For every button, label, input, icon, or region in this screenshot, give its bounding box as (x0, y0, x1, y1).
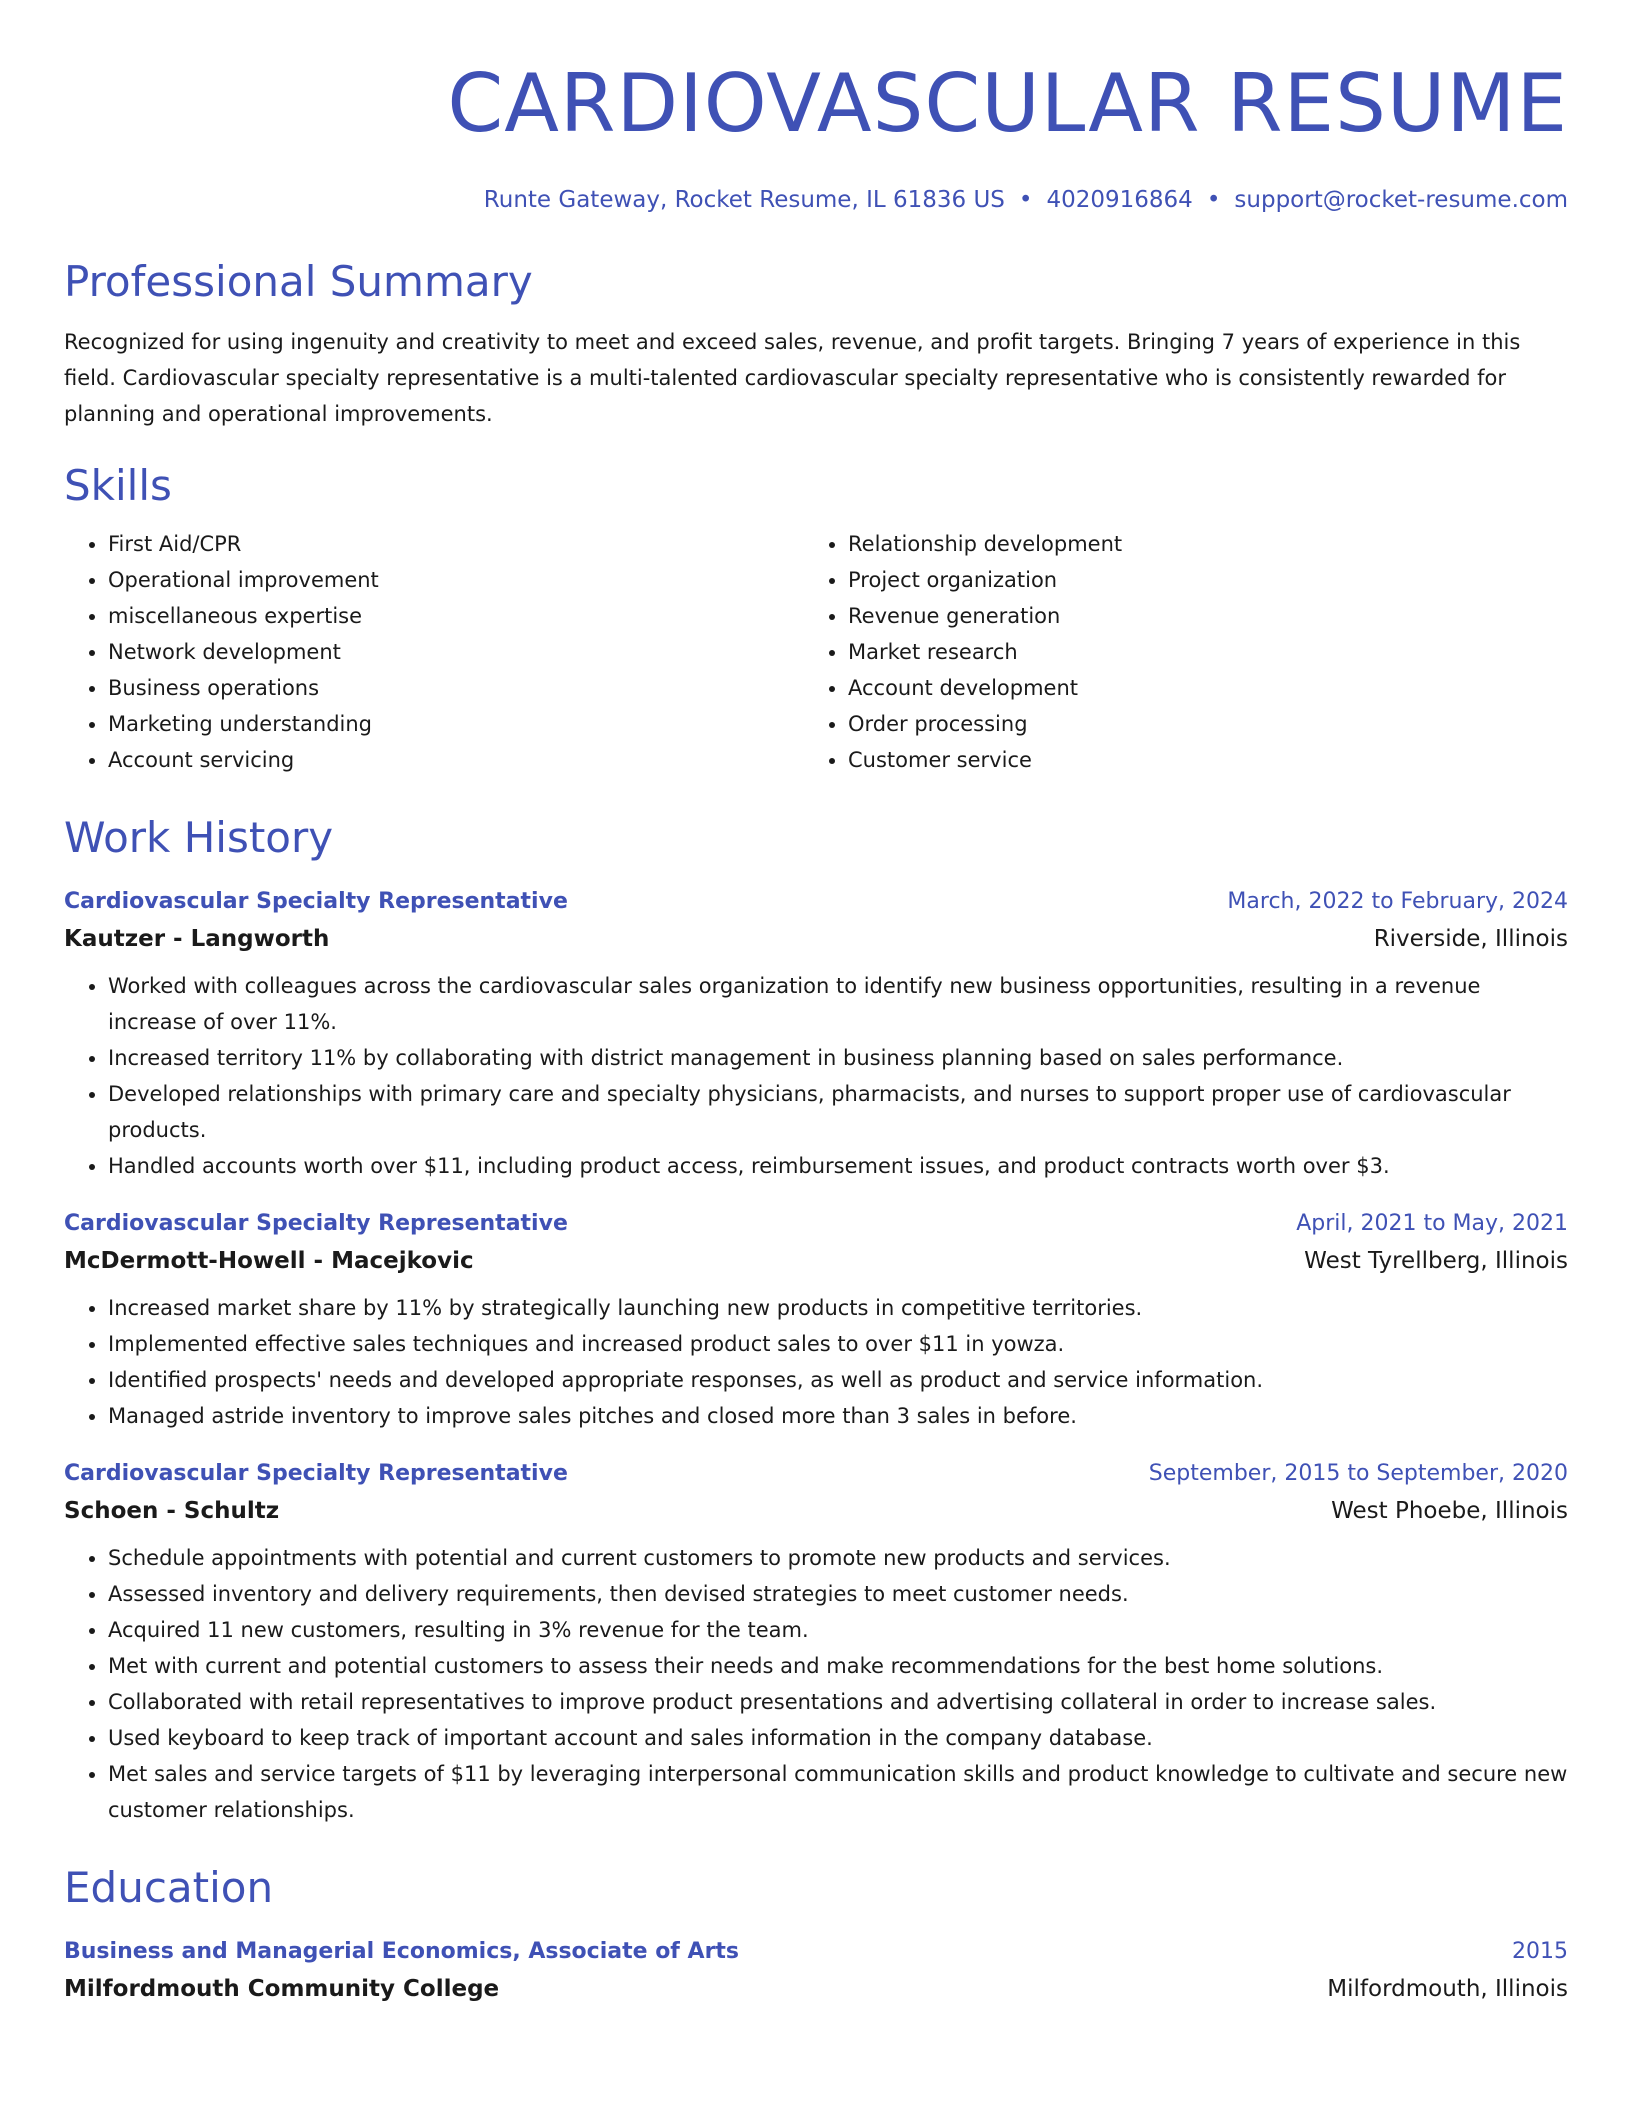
resume-name: CARDIOVASCULAR RESUME (447, 57, 1568, 150)
education-location: Milfordmouth, Illinois (1327, 1976, 1568, 2002)
skills-list-right (804, 526, 1544, 778)
skill-item: • Operational improvement (108, 562, 804, 598)
job-bullet: • Met sales and service targets of $11 by leveraging interpersonal communication skills and product knowledge to cultivate and secure new customer relationships. (108, 1756, 1568, 1828)
job-bullet: • Identified prospects' needs and developed appropriate responses, as well as product and service information. (108, 1362, 1568, 1398)
job-location: West Tyrellberg, Illinois (1304, 1248, 1568, 1274)
education-school: Milfordmouth Community College (64, 1976, 500, 2002)
skills-section (64, 460, 1568, 778)
contact-phone[interactable]: 4020916864 (1046, 187, 1193, 213)
job-bullet: • Implemented effective sales techniques and increased product sales to over $11 in yowza. (108, 1326, 1568, 1362)
job-bullet: • Handled accounts worth over $11, including product access, reimbursement issues, and product contracts worth over $3. (108, 1148, 1568, 1184)
skill-item: • Order processing (848, 706, 1544, 742)
skills-grid (64, 526, 1568, 778)
skill-item: • First Aid/CPR (108, 526, 804, 562)
education-school-row (64, 1970, 1568, 2008)
skill-item: • Project organization (848, 562, 1544, 598)
skill-item: • Customer service (848, 742, 1544, 778)
job-entry (64, 1206, 1568, 1434)
skill-item: • Revenue generation (848, 598, 1544, 634)
job-dates: April, 2021 to May, 2021 (1296, 1211, 1568, 1236)
job-title: Cardiovascular Specialty Representative (64, 1461, 568, 1486)
job-title: Cardiovascular Specialty Representative (64, 889, 568, 914)
job-bullet: • Acquired 11 new customers, resulting in 3% revenue for the team. (108, 1612, 1568, 1648)
job-entry (64, 884, 1568, 1184)
job-company-row (64, 920, 1568, 958)
job-company-row (64, 1242, 1568, 1280)
skill-item: • Account servicing (108, 742, 804, 778)
skill-item: • Market research (848, 634, 1544, 670)
skill-item: • miscellaneous expertise (108, 598, 804, 634)
section-title-work: Work History (64, 813, 334, 862)
job-header-row (64, 1456, 1568, 1492)
section-title-education: Education (64, 1863, 274, 1912)
job-location: West Phoebe, Illinois (1331, 1498, 1568, 1524)
work-history-section (64, 812, 1568, 1828)
contact-separator: • (1206, 187, 1221, 213)
summary-text: Recognized for using ingenuity and creativity to meet and exceed sales, revenue, and profit targets. Bringing 7 years of experience in this field. Cardiovascular specialty representative is a multi-talented cardiovascular specialty representative who is consistently rewarded for planning and operational improvements. (64, 330, 1521, 426)
contact-email[interactable]: support@rocket-resume.com (1234, 187, 1568, 213)
job-company: Kautzer - Langworth (64, 926, 330, 952)
job-bullet: • Increased market share by 11% by strategically launching new products in competitive territories. (108, 1290, 1568, 1326)
education-header-row (64, 1934, 1568, 1970)
job-entry (64, 1456, 1568, 1828)
job-bullet: • Collaborated with retail representatives to improve product presentations and advertising collateral in order to increase sales. (108, 1684, 1568, 1720)
job-bullet: • Managed astride inventory to improve sales pitches and closed more than 3 sales in before. (108, 1398, 1568, 1434)
education-year: 2015 (1512, 1939, 1568, 1964)
job-bullet: • Assessed inventory and delivery requirements, then devised strategies to meet customer needs. (108, 1576, 1568, 1612)
job-bullet: • Worked with colleagues across the cardiovascular sales organization to identify new business opportunities, resulting in a revenue increase of over 11%. (108, 968, 1568, 1040)
job-dates: March, 2022 to February, 2024 (1227, 889, 1568, 914)
education-degree: Business and Managerial Economics, Associate of Arts (64, 1939, 740, 1964)
section-title-skills: Skills (64, 461, 172, 510)
education-entry (64, 1934, 1568, 2008)
skill-item: • Business operations (108, 670, 804, 706)
job-title: Cardiovascular Specialty Representative (64, 1211, 568, 1236)
skill-item: • Network development (108, 634, 804, 670)
contact-separator: • (1018, 187, 1033, 213)
education-section (64, 1862, 1568, 2008)
contact-address: Runte Gateway, Rocket Resume, IL 61836 US (483, 187, 1005, 213)
job-dates: September, 2015 to September, 2020 (1148, 1461, 1568, 1486)
skill-item: • Marketing understanding (108, 706, 804, 742)
section-title-summary: Professional Summary (64, 257, 533, 306)
contact-line (64, 184, 1568, 216)
job-bullet: • Schedule appointments with potential and current customers to promote new products and services. (108, 1540, 1568, 1576)
summary-section (64, 256, 1568, 432)
job-company: Schoen - Schultz (64, 1498, 280, 1524)
job-company: McDermott-Howell - Macejkovic (64, 1248, 474, 1274)
job-location: Riverside, Illinois (1373, 926, 1568, 952)
job-bullet: • Met with current and potential customers to assess their needs and make recommendations for the best home solutions. (108, 1648, 1568, 1684)
job-company-row (64, 1492, 1568, 1530)
skills-list-left (64, 526, 804, 778)
skill-item: • Relationship development (848, 526, 1544, 562)
job-bullets (64, 1540, 1568, 1828)
job-bullets (64, 1290, 1568, 1434)
resume-header (64, 56, 1568, 216)
job-bullet: • Developed relationships with primary care and specialty physicians, pharmacists, and nurses to support proper use of cardiovascular products. (108, 1076, 1568, 1148)
job-bullets (64, 968, 1568, 1184)
skill-item: • Account development (848, 670, 1544, 706)
job-bullet: • Increased territory 11% by collaborating with district management in business planning based on sales performance. (108, 1040, 1568, 1076)
job-header-row (64, 884, 1568, 920)
job-bullet: • Used keyboard to keep track of important account and sales information in the company database. (108, 1720, 1568, 1756)
job-header-row (64, 1206, 1568, 1242)
